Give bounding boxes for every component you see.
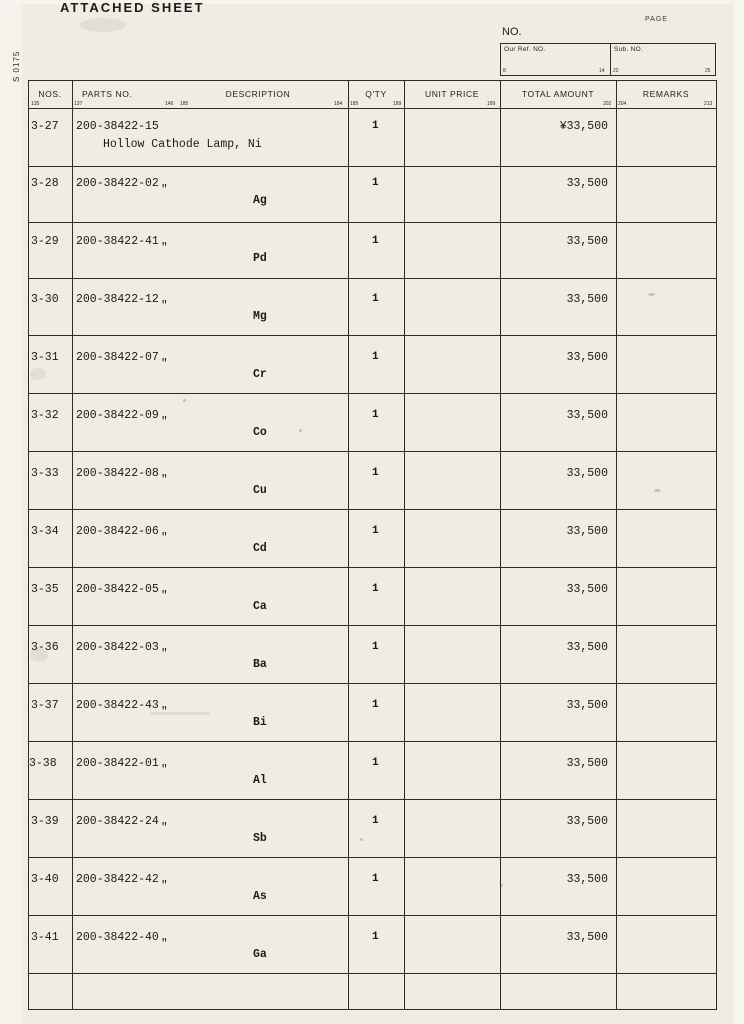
table-cell-parts-no: 200-38422-41 — [76, 235, 159, 248]
table-row-rule — [28, 799, 716, 800]
table-cell-total: 33,500 — [566, 293, 608, 306]
table-rule-header-bot — [28, 108, 716, 109]
table-cell-qty: 1 — [372, 351, 379, 363]
table-cell-parts-no: 200-38422-01 — [76, 757, 159, 770]
sub-no-label: Sub. NO. — [614, 46, 644, 53]
table-cell-nos: 3-33 — [31, 467, 59, 480]
scan-right-margin — [734, 0, 744, 1024]
table-cell-description: " — [161, 416, 168, 428]
table-cell-qty: 1 — [372, 815, 379, 827]
table-cell-qty: 1 — [372, 120, 379, 132]
table-cell-parts-no: 200-38422-24 — [76, 815, 159, 828]
column-tick-desc-right: 184 — [334, 101, 343, 107]
table-cell-total: 33,500 — [566, 931, 608, 944]
table-cell-parts-no: 200-38422-42 — [76, 873, 159, 886]
table-cell-parts-no: 200-38422-15 — [76, 120, 159, 133]
table-row-rule — [28, 973, 716, 974]
column-header-unit-price: UNIT PRICE — [424, 89, 480, 99]
column-tick-remarks-left: 204 — [618, 101, 627, 107]
table-cell-nos: 3-38 — [29, 757, 57, 770]
table-rule-unit — [500, 80, 501, 1010]
table-cell-total: ¥33,500 — [559, 120, 608, 133]
table-cell-parts-no: 200-38422-40 — [76, 931, 159, 944]
table-rule-bottom — [28, 1009, 716, 1010]
table-cell-description: " — [161, 590, 168, 602]
table-cell-total: 33,500 — [566, 583, 608, 596]
column-header-parts-no: PARTS NO. — [82, 89, 133, 99]
table-cell-total: 33,500 — [566, 177, 608, 190]
table-cell-total: 33,500 — [566, 351, 608, 364]
table-cell-parts-no: 200-38422-05 — [76, 583, 159, 596]
table-cell-description: " — [161, 358, 168, 370]
table-cell-nos: 3-29 — [31, 235, 59, 248]
column-tick-parts-right: 146 — [165, 101, 174, 107]
table-cell-qty: 1 — [372, 525, 379, 537]
column-header-total-amount: TOTAL AMOUNT — [521, 89, 595, 99]
table-cell-qty: 1 — [372, 293, 379, 305]
column-header-nos: NOS. — [38, 89, 62, 99]
table-cell-element: Cu — [253, 484, 267, 497]
table-row-rule — [28, 625, 716, 626]
table-cell-description: " — [161, 184, 168, 196]
table-cell-qty: 1 — [372, 583, 379, 595]
column-tick-nos-left: 135 — [31, 101, 40, 107]
column-tick-unit-right: 189 — [487, 101, 496, 107]
table-cell-qty: 1 — [372, 873, 379, 885]
table-cell-nos: 3-28 — [31, 177, 59, 190]
table-cell-element: Bi — [253, 716, 267, 729]
sub-no-tick-right: 25 — [705, 68, 711, 74]
scan-artifact — [80, 18, 126, 32]
table-row-rule — [28, 451, 716, 452]
table-rule-desc — [348, 80, 349, 1010]
table-cell-nos: 3-40 — [31, 873, 59, 886]
table-cell-qty: 1 — [372, 177, 379, 189]
table-cell-parts-no: 200-38422-06 — [76, 525, 159, 538]
table-row-rule — [28, 278, 716, 279]
no-box-bottom-rule — [500, 75, 716, 76]
table-cell-total: 33,500 — [566, 641, 608, 654]
column-tick-parts-left: 137 — [74, 101, 83, 107]
table-cell-element: Cr — [253, 368, 267, 381]
column-header-qty: Q'TY — [365, 89, 387, 99]
table-cell-description: " — [161, 880, 168, 892]
table-cell-parts-no: 200-38422-03 — [76, 641, 159, 654]
table-rule-nos — [72, 80, 73, 1010]
table-cell-description: Hollow Cathode Lamp, Ni — [103, 138, 262, 151]
table-row-rule — [28, 393, 716, 394]
sub-no-tick-left: 22 — [613, 68, 619, 74]
table-cell-qty: 1 — [372, 467, 379, 479]
column-tick-desc-left: 185 — [180, 101, 189, 107]
table-cell-element: Al — [253, 774, 267, 787]
table-cell-description: " — [161, 938, 168, 950]
table-cell-qty: 1 — [372, 699, 379, 711]
table-cell-element: Co — [253, 426, 267, 439]
table-cell-element: Ba — [253, 658, 267, 671]
table-row-rule — [28, 335, 716, 336]
table-cell-description: " — [161, 648, 168, 660]
table-row-rule — [28, 741, 716, 742]
table-cell-nos: 3-32 — [31, 409, 59, 422]
table-cell-total: 33,500 — [566, 873, 608, 886]
table-cell-element: Ca — [253, 600, 267, 613]
table-cell-qty: 1 — [372, 235, 379, 247]
page-number-label: PAGE — [645, 16, 668, 23]
table-cell-nos: 3-27 — [31, 120, 59, 133]
table-cell-total: 33,500 — [566, 235, 608, 248]
table-cell-parts-no: 200-38422-08 — [76, 467, 159, 480]
column-tick-qty-right: 189 — [393, 101, 402, 107]
column-tick-total-right: 202 — [603, 101, 612, 107]
table-row-rule — [28, 857, 716, 858]
table-cell-element: Cd — [253, 542, 267, 555]
table-cell-total: 33,500 — [566, 525, 608, 538]
table-cell-description: " — [161, 706, 168, 718]
table-cell-parts-no: 200-38422-07 — [76, 351, 159, 364]
no-box-top-rule — [500, 43, 716, 44]
table-cell-qty: 1 — [372, 931, 379, 943]
table-cell-qty: 1 — [372, 757, 379, 769]
table-cell-total: 33,500 — [566, 699, 608, 712]
table-cell-description: " — [161, 242, 168, 254]
table-cell-total: 33,500 — [566, 467, 608, 480]
table-cell-parts-no: 200-38422-02 — [76, 177, 159, 190]
column-tick-remarks-right: 213 — [704, 101, 713, 107]
our-ref-tick-left: 8 — [503, 68, 506, 74]
table-rule-qty — [404, 80, 405, 1010]
column-header-remarks: REMARKS — [642, 89, 690, 99]
table-cell-element: Ag — [253, 194, 267, 207]
table-cell-parts-no: 200-38422-09 — [76, 409, 159, 422]
page-title: ATTACHED SHEET — [60, 0, 205, 15]
table-cell-description: " — [161, 532, 168, 544]
table-cell-element: As — [253, 890, 267, 903]
table-cell-qty: 1 — [372, 409, 379, 421]
table-cell-description: " — [161, 300, 168, 312]
table-cell-nos: 3-31 — [31, 351, 59, 364]
side-code-label: S 0175 — [12, 50, 21, 82]
table-rule-left — [28, 80, 29, 1010]
table-cell-element: Ga — [253, 948, 267, 961]
table-row-rule — [28, 166, 716, 167]
table-cell-nos: 3-36 — [31, 641, 59, 654]
table-rule-top — [28, 80, 716, 81]
table-cell-total: 33,500 — [566, 815, 608, 828]
table-row-rule — [28, 683, 716, 684]
table-row-rule — [28, 567, 716, 568]
table-cell-nos: 3-37 — [31, 699, 59, 712]
table-cell-nos: 3-41 — [31, 931, 59, 944]
table-cell-total: 33,500 — [566, 757, 608, 770]
table-cell-parts-no: 200-38422-12 — [76, 293, 159, 306]
no-box-mid-rule — [610, 43, 611, 76]
table-row-rule — [28, 509, 716, 510]
column-header-description: DESCRIPTION — [225, 89, 291, 99]
no-box-right-rule — [715, 43, 716, 76]
our-ref-tick-right: 14 — [599, 68, 605, 74]
no-box-left-rule — [500, 43, 501, 76]
table-row-rule — [28, 915, 716, 916]
table-cell-nos: 3-39 — [31, 815, 59, 828]
table-cell-element: Sb — [253, 832, 267, 845]
table-cell-description: " — [161, 822, 168, 834]
scan-left-margin — [0, 0, 22, 1024]
table-row-rule — [28, 222, 716, 223]
table-cell-element: Mg — [253, 310, 267, 323]
table-cell-description: " — [161, 764, 168, 776]
table-cell-parts-no: 200-38422-43 — [76, 699, 159, 712]
parts-table — [28, 80, 716, 1010]
table-cell-nos: 3-34 — [31, 525, 59, 538]
our-ref-no-label: Our Ref. NO. — [504, 46, 546, 53]
table-cell-element: Pd — [253, 252, 267, 265]
table-cell-nos: 3-30 — [31, 293, 59, 306]
table-rule-right — [716, 80, 717, 1010]
table-cell-description: " — [161, 474, 168, 486]
table-cell-qty: 1 — [372, 641, 379, 653]
no-box-title: NO. — [502, 26, 522, 38]
no-box — [500, 26, 716, 76]
table-cell-nos: 3-35 — [31, 583, 59, 596]
column-tick-qty-left: 185 — [350, 101, 359, 107]
table-cell-total: 33,500 — [566, 409, 608, 422]
table-rule-total — [616, 80, 617, 1010]
